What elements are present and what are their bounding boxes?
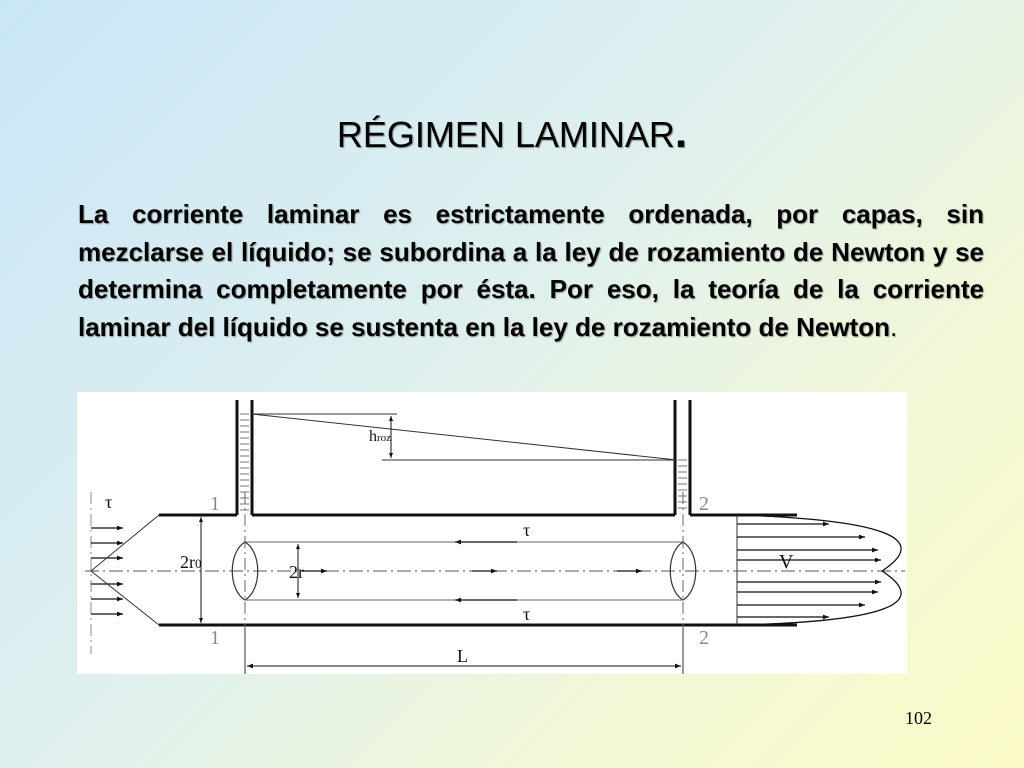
velocity-v-label: V <box>779 551 794 573</box>
paragraph-text: La corriente laminar es estrictamente ordenada, por capas, sin mezclarse el líquido; se subordina a la ley de rozamiento de Newton y se determina completamente por ésta. Por eso, la teoría de la corriente laminar del líquido se sustenta en la ley de rozamiento de Newton <box>78 199 984 342</box>
inlet-cone <box>91 515 159 625</box>
paragraph-period: . <box>889 311 898 342</box>
section-1-top-label: 1 <box>210 493 220 515</box>
radius-2r0-label: 2r0 <box>180 552 202 572</box>
section-2-top-label: 2 <box>699 493 709 515</box>
slide-title-period: . <box>674 108 688 157</box>
slide-title <box>0 108 1024 158</box>
slide-paragraph <box>78 196 984 346</box>
laminar-flow-diagram <box>77 392 907 674</box>
hroz-label: hroz <box>369 428 392 445</box>
slide-title-text: RÉGIMEN LAMINAR <box>336 114 675 155</box>
page-number: 102 <box>905 708 932 728</box>
parabolic-velocity-profile <box>737 515 901 625</box>
tau-left-label: τ <box>105 492 113 512</box>
hydraulic-grade-line <box>252 414 677 460</box>
laminar-flow-svg <box>77 392 907 674</box>
tau-bottom-label: τ <box>523 604 531 624</box>
tau-top-label: τ <box>523 520 531 540</box>
section-2-bottom-label: 2 <box>699 627 709 649</box>
length-L-label: L <box>457 646 468 666</box>
section-1-bottom-label: 1 <box>210 627 220 649</box>
radius-2r-label: 2r <box>289 562 304 582</box>
